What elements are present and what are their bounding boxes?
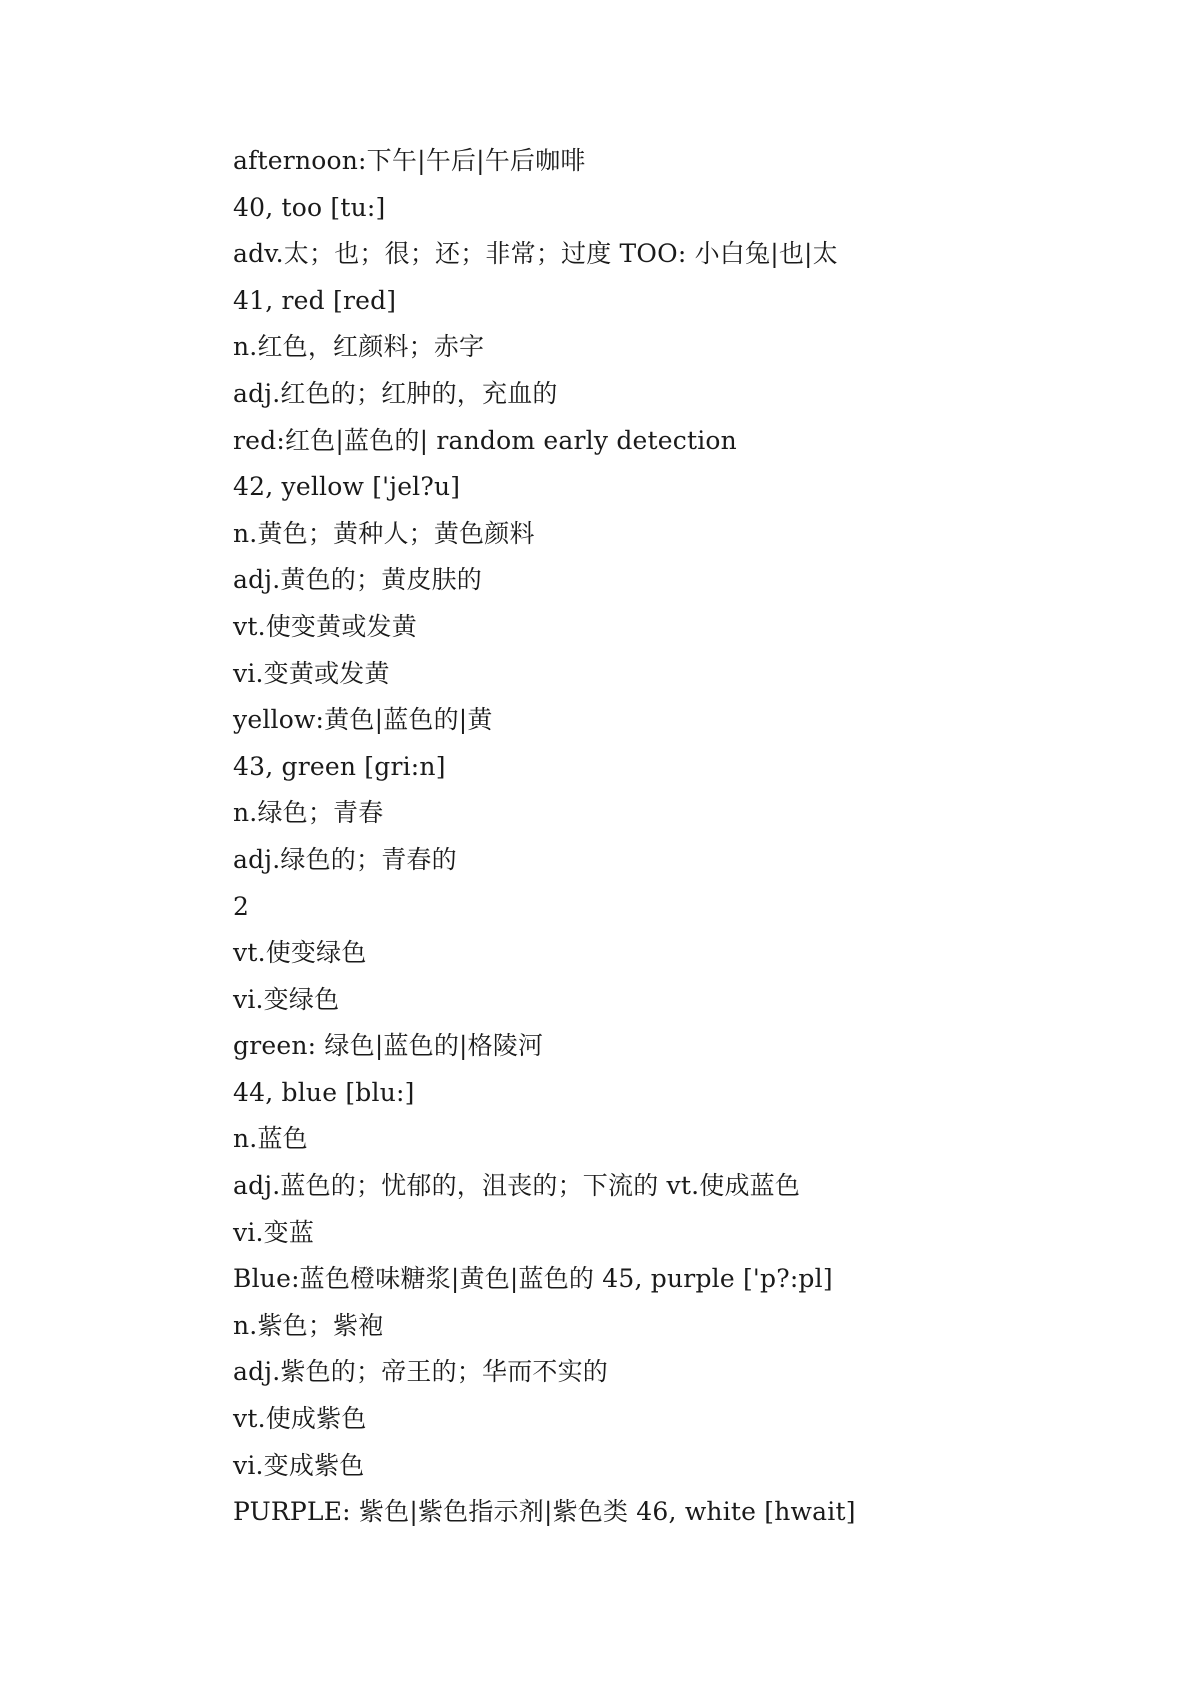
text-line: PURPLE: 紫色|紫色指示剂|紫色类 46, white [hwait] — [233, 1497, 856, 1527]
text-line: 41, red [red] — [233, 285, 397, 315]
text-line: n.绿色；青春 — [233, 798, 384, 828]
text-line: adj.紫色的；帝王的；华而不实的 — [233, 1357, 609, 1387]
text-line: n.紫色；紫袍 — [233, 1310, 384, 1340]
text-line: 43, green [gri:n] — [233, 751, 446, 781]
text-line: adj.绿色的；青春的 — [233, 844, 457, 874]
text-line: vi.变黄或发黄 — [233, 658, 390, 688]
text-line: adv.太；也；很；还；非常；过度 TOO: 小白兔|也|太 — [233, 239, 838, 269]
text-line: green: 绿色|蓝色的|格陵河 — [233, 1031, 544, 1061]
text-line: vt.使变绿色 — [233, 938, 367, 968]
text-line: vi.变绿色 — [233, 984, 340, 1014]
text-line: vt.使成紫色 — [233, 1404, 367, 1434]
page-number-text: 2 — [233, 891, 250, 921]
vocabulary-text-block — [233, 138, 1053, 1536]
text-line: n.黄色；黄种人；黄色颜料 — [233, 518, 535, 548]
text-line: 40, too [tu:] — [233, 192, 386, 222]
text-line: 42, yellow ['jel?u] — [233, 472, 461, 502]
text-line: Blue:蓝色橙味糖浆|黄色|蓝色的 45, purple ['p?:pl] — [233, 1264, 833, 1294]
text-line: afternoon:下午|午后|午后咖啡 — [233, 146, 586, 175]
text-line: n.蓝色 — [233, 1124, 308, 1154]
text-line: red:红色|蓝色的| random early detection — [233, 425, 737, 455]
text-line: adj.蓝色的；忧郁的，沮丧的；下流的 vt.使成蓝色 — [233, 1171, 801, 1201]
text-line: vi.变成紫色 — [233, 1450, 365, 1480]
text-line: 44, blue [blu:] — [233, 1077, 415, 1107]
text-line: yellow:黄色|蓝色的|黄 — [233, 705, 493, 735]
text-line: vi.变蓝 — [233, 1217, 315, 1247]
text-line: adj.红色的；红肿的，充血的 — [233, 378, 558, 408]
text-line: n.红色，红颜料；赤字 — [233, 332, 485, 362]
text-line: vt.使变黄或发黄 — [233, 611, 417, 641]
text-line: adj.黄色的；黄皮肤的 — [233, 565, 483, 595]
